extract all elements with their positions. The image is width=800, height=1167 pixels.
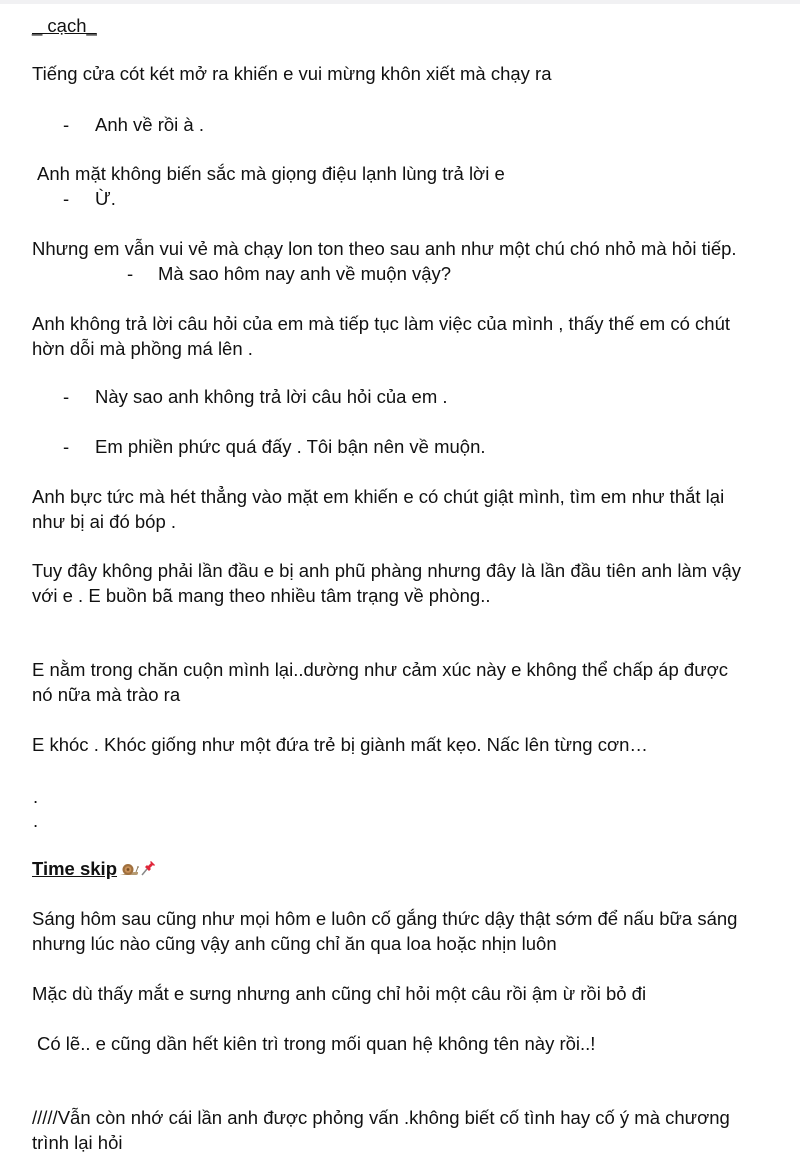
time-skip-label: Time skip [32,858,118,879]
paragraph-line: Anh không trả lời câu hỏi của em mà tiếp tục làm việc của mình , thấy thế em có chút [32,313,731,334]
dialogue-line: Anh về rồi à . [95,114,205,135]
paragraph-line: nhưng lúc nào cũng vậy anh cũng chỉ ăn qua loa hoặc nhịn luôn [32,933,557,954]
dialogue-line: Này sao anh không trả lời câu hỏi của em . [95,386,448,407]
paragraph-line: Tuy đây không phải lần đầu e bị anh phũ phàng nhưng đây là lần đầu tiên anh làm vậy [32,560,742,581]
paragraph-line: với e . E buồn bã mang theo nhiều tâm trạng về phòng.. [32,585,491,606]
dialogue-dash: - [63,386,70,407]
paragraph-line: Mặc dù thấy mắt e sưng nhưng anh cũng chỉ hỏi một câu rồi ậm ừ rồi bỏ đi [32,983,647,1004]
paragraph-line: Tiếng cửa cót két mở ra khiến e vui mừng khôn xiết mà chạy ra [32,63,552,84]
ellipsis-dot: . [33,810,39,831]
paragraph-line: E nằm trong chăn cuộn mình lại..dường như cảm xúc này e không thể chấp áp được [32,659,728,680]
paragraph-line: Anh bực tức mà hét thẳng vào mặt em khiến e có chút giật mình, tìm em như thắt lại [32,486,725,507]
dialogue-line: Ừ. [95,188,116,209]
paragraph-line: nó nữa mà trào ra [32,684,181,705]
paragraph-line: Có lẽ.. e cũng dần hết kiên trì trong mối quan hệ không tên này rồi..! [37,1033,596,1054]
dialogue-dash: - [127,263,134,284]
paragraph-line: Nhưng em vẫn vui vẻ mà chạy lon ton theo sau anh như một chú chó nhỏ mà hỏi tiếp. [32,238,737,259]
dialogue-line: Em phiền phức quá đấy . Tôi bận nên về muộn. [95,436,486,457]
time-skip-heading [32,857,157,881]
ellipsis-dot: . [33,786,39,807]
dialogue-line: Mà sao hôm nay anh về muộn vậy? [158,263,452,284]
dialogue-dash: - [63,188,70,209]
top-border [0,0,800,4]
pushpin-icon [139,859,157,877]
dialogue-dash: - [63,114,70,135]
snail-icon [119,858,139,871]
dialogue-dash: - [63,436,70,457]
paragraph-line: /////Vẫn còn nhớ cái lần anh được phỏng vấn .không biết cố tình hay cố ý mà chương [32,1107,730,1128]
paragraph-line: Anh mặt không biến sắc mà giọng điệu lạnh lùng trả lời e [37,163,505,184]
paragraph-line: hờn dỗi mà phồng má lên . [32,338,253,359]
paragraph-line: trình lại hỏi [32,1132,123,1153]
scene-heading: _ cạch_ [32,15,97,36]
paragraph-line: như bị ai đó bóp . [32,511,177,532]
paragraph-line: Sáng hôm sau cũng như mọi hôm e luôn cố gắng thức dậy thật sớm để nấu bữa sáng [32,908,738,929]
paragraph-line: E khóc . Khóc giống như một đứa trẻ bị giành mất kẹo. Nấc lên từng cơn… [32,734,648,755]
